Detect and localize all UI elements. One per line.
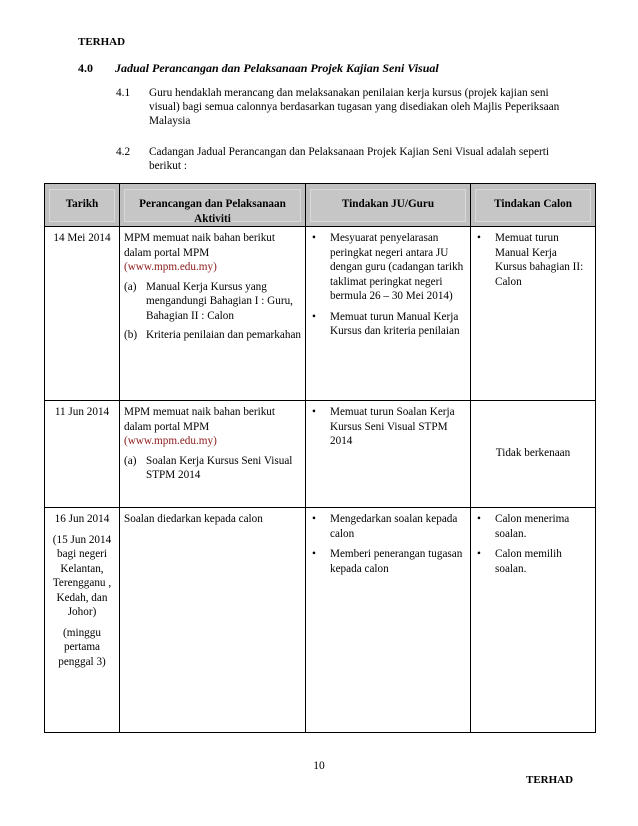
cell-tarikh: 16 Jun 2014 (15 Jun 2014 bagi negeri Kelantan, Terengganu , Kedah, dan Johor) (minggu pertama penggal 3)	[45, 508, 120, 733]
cell-guru	[306, 227, 471, 401]
header-aktiviti: Perancangan dan Pelaksanaan Aktiviti	[120, 184, 306, 227]
sub-item: (b) Kriteria penilaian dan pemarkahan	[124, 329, 301, 341]
aktiviti-intro: MPM memuat naik bahan berikut dalam portal MPM	[124, 232, 276, 259]
list-item: • Memuat turun Manual Kerja Kursus dan kriteria penilaian	[312, 310, 460, 337]
header-calon: Tindakan Calon	[471, 184, 596, 227]
sub-item: (a) Manual Kerja Kursus yang mengandungi Bahagian I : Guru, Bahagian II : Calon	[124, 280, 293, 322]
bullet-icon: •	[312, 513, 316, 525]
cell-calon	[471, 227, 596, 401]
bullet-icon: •	[477, 232, 481, 244]
cell-tarikh: 14 Mei 2014	[45, 227, 120, 401]
cell-aktiviti	[120, 227, 306, 401]
section-title: Jadual Perancangan dan Pelaksanaan Projek Kajian Seni Visual	[115, 61, 439, 75]
list-item: • Memuat turun Manual Kerja Kursus bahagian II: Calon	[477, 232, 584, 288]
header-classification: TERHAD	[78, 36, 126, 48]
cell-guru	[306, 508, 471, 733]
page-number: 10	[313, 760, 325, 772]
bullet-icon: •	[312, 548, 316, 560]
bullet-icon: •	[477, 548, 481, 560]
list-item: • Calon memilih soalan.	[477, 548, 562, 575]
table-row	[45, 401, 596, 508]
sub-item: (a) Soalan Kerja Kursus Seni Visual STPM 2014	[124, 454, 293, 481]
not-applicable-text: Tidak berkenaan	[495, 446, 571, 459]
bullet-icon: •	[312, 232, 316, 244]
paragraph-number: 4.1	[116, 87, 131, 99]
table-row	[45, 508, 596, 733]
portal-link[interactable]: (www.mpm.edu.my)	[124, 261, 217, 273]
portal-link[interactable]: (www.mpm.edu.my)	[124, 435, 217, 447]
cell-guru	[306, 401, 471, 508]
paragraph-number: 4.2	[116, 146, 131, 158]
table-header-row	[45, 184, 596, 227]
bullet-icon: •	[312, 406, 316, 418]
section-number: 4.0	[78, 61, 93, 75]
cell-aktiviti	[120, 401, 306, 508]
header-tarikh: Tarikh	[45, 184, 120, 227]
paragraph-text: Guru hendaklah merancang dan melaksanakan penilaian kerja kursus (projek kajian seni visual) bagi semua calonnya berdasarkan tugasan yang disediakan oleh Majlis Peperiksaan Malaysia	[149, 87, 560, 127]
schedule-table	[44, 183, 596, 733]
list-item: • Memberi penerangan tugasan kepada calon	[312, 548, 463, 575]
cell-aktiviti: Soalan diedarkan kepada calon	[120, 508, 306, 733]
cell-tarikh: 11 Jun 2014	[45, 401, 120, 508]
list-item: • Memuat turun Soalan Kerja Kursus Seni Visual STPM 2014	[312, 406, 455, 447]
table-row	[45, 227, 596, 401]
aktiviti-intro: MPM memuat naik bahan berikut dalam portal MPM	[124, 406, 276, 433]
bullet-icon: •	[477, 513, 481, 525]
list-item: • Mesyuarat penyelarasan peringkat negeri antara JU dengan guru (cadangan tarikh taklimat peringkat negeri bermula 26 – 30 Mei 2014)	[312, 232, 464, 302]
bullet-icon: •	[312, 310, 316, 323]
paragraph-text: Cadangan Jadual Perancangan dan Pelaksanaan Projek Kajian Seni Visual adalah seperti berikut :	[149, 146, 550, 172]
list-item: • Mengedarkan soalan kepada calon	[312, 513, 458, 540]
cell-calon	[471, 401, 596, 508]
list-item: • Calon menerima soalan.	[477, 513, 570, 540]
header-guru: Tindakan JU/Guru	[306, 184, 471, 227]
section-heading	[78, 61, 439, 76]
footer-classification: TERHAD	[526, 774, 574, 786]
cell-calon	[471, 508, 596, 733]
